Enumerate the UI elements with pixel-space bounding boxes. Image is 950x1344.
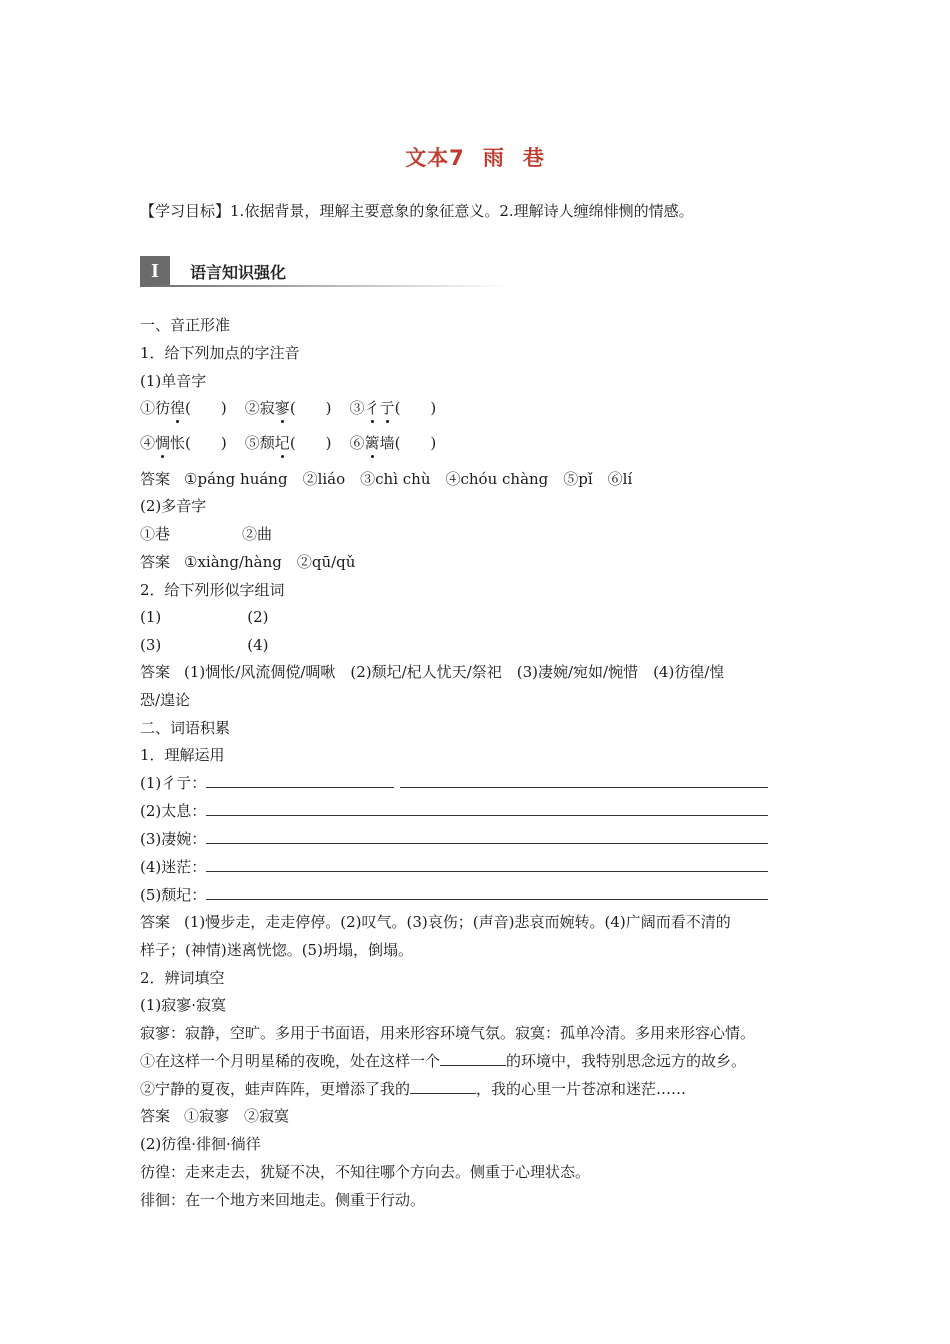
answer-vocab <box>140 912 731 932</box>
vocab-item: (5)颓圮： <box>140 885 768 905</box>
answer-text: ①寂寥 ②寂寞 <box>184 1107 290 1125</box>
part1-sub-single: (1)单音字 <box>140 372 207 390</box>
fill-sentence-1: ①在这样一个月明星稀的夜晚，处在这样一个 的环境中，我特别思念远方的故乡。 <box>140 1052 747 1070</box>
fill-blank[interactable] <box>410 1079 476 1094</box>
poly-item: ②曲 <box>242 525 273 543</box>
answer-text: ①xiàng/hàng ②qū/qǔ <box>184 553 356 571</box>
vocab-item: (2)太息： <box>140 801 768 821</box>
title-word-1: 雨 <box>482 146 505 170</box>
answer-fill <box>140 1106 289 1126</box>
answer-label: 答案 <box>140 663 171 681</box>
fill-sentence-2: ②宁静的夏夜，蛙声阵阵，更增添了我的 ，我的心里一片苍凉和迷茫…… <box>140 1080 687 1098</box>
distinguish-explain-1: 寂寥：寂静，空旷。多用于书面语，用来形容环境气氛。寂寞：孤单冷清。多用来形容心情。 <box>140 1024 756 1042</box>
part1-heading: 一、音正形准 <box>140 316 231 334</box>
section-rule <box>140 285 510 287</box>
answer-text: (1)惆怅/风流倜傥/啁啾 (2)颓圮/杞人忧天/祭祀 (3)凄婉/宛如/惋惜 (4)彷徨/惶 <box>184 663 725 681</box>
distinguish-explain-2: 彷徨：走来走去，犹疑不决，不知往哪个方向去。侧重于心理状态。 <box>140 1163 591 1181</box>
answer-label: 答案 <box>140 553 171 571</box>
page-title <box>0 142 950 172</box>
pinyin-char: 亍 <box>379 399 395 417</box>
pinyin-item: ③彳亍( ) <box>349 399 437 417</box>
learning-goals <box>140 201 694 221</box>
answer-similar-cont: 恐/遑论 <box>140 691 191 709</box>
answer-poly <box>140 552 355 572</box>
similar-row-1 <box>140 607 269 627</box>
part2-heading: 二、词语积累 <box>140 719 231 737</box>
vocab-item: (1)彳亍： <box>140 773 768 793</box>
pinyin-item: ⑤颓圮( ) <box>244 434 332 452</box>
pinyin-char: 颓 <box>259 434 275 452</box>
title-word-2: 巷 <box>522 146 545 170</box>
pinyin-char: 寂 <box>259 399 275 417</box>
vocab-item: (4)迷茫： <box>140 857 768 877</box>
pinyin-item: ④惆怅( ) <box>140 434 227 452</box>
answer-label: 答案 <box>140 1107 171 1125</box>
poly-item: ①巷 <box>140 525 171 543</box>
answer-label: 答案 <box>140 470 171 488</box>
part2-question-2: 2．辨词填空 <box>140 969 225 987</box>
part1-question-2: 2．给下列形似字组词 <box>140 581 285 599</box>
pinyin-char: 徨 <box>170 399 186 417</box>
pinyin-char: 寥 <box>274 399 290 417</box>
pinyin-item: ⑥篱墙( ) <box>349 434 437 452</box>
part1-question-1: 1．给下列加点的字注音 <box>140 344 300 362</box>
distinguish-sub-1: (1)寂寥·寂寞 <box>140 996 227 1014</box>
pinyin-char: 篱 <box>364 434 380 452</box>
section-header <box>140 256 520 288</box>
similar-item: (3) <box>140 636 162 654</box>
answer-text: (1)慢步走，走走停停。(2)叹气。(3)哀伤；(声音)悲哀而婉转。(4)广阔而看不清的 <box>184 913 731 931</box>
pinyin-char: 彷 <box>155 399 171 417</box>
part2-question-1: 1．理解运用 <box>140 746 225 764</box>
answer-pinyin <box>140 469 632 489</box>
pinyin-char: 彳 <box>364 399 380 417</box>
pinyin-char: 墙 <box>379 434 395 452</box>
section-title: 语言知识强化 <box>190 263 287 282</box>
part1-sub-poly: (2)多音字 <box>140 497 207 515</box>
pinyin-item: ②寂寥( ) <box>244 399 332 417</box>
poly-row <box>140 524 272 544</box>
pinyin-char: 惆 <box>155 434 171 452</box>
vocab-item: (3)凄婉： <box>140 829 768 849</box>
pinyin-char: 怅 <box>170 434 186 452</box>
similar-row-2 <box>140 635 269 655</box>
similar-item: (4) <box>247 636 269 654</box>
section-numeral: I <box>140 256 170 286</box>
pinyin-row-2 <box>140 433 436 453</box>
answer-label: 答案 <box>140 913 171 931</box>
pinyin-row-1 <box>140 398 436 418</box>
pinyin-item: ①彷徨( ) <box>140 399 227 417</box>
goals-text: 1.依据背景，理解主要意象的象征意义。2.理解诗人缠绵悱恻的情感。 <box>230 202 694 220</box>
answer-text: ①páng huáng ②liáo ③chì chù ④chóu chàng ⑤pǐ ⑥lí <box>184 470 633 488</box>
answer-similar <box>140 662 724 682</box>
distinguish-sub-2: (2)彷徨·徘徊·徜徉 <box>140 1135 261 1153</box>
pinyin-char: 圮 <box>274 434 290 452</box>
fill-blank[interactable] <box>440 1051 506 1066</box>
similar-item: (1) <box>140 608 162 626</box>
distinguish-explain-3: 徘徊：在一个地方来回地走。侧重于行动。 <box>140 1191 426 1209</box>
goals-label: 【学习目标】 <box>140 202 231 220</box>
similar-item: (2) <box>247 608 269 626</box>
answer-vocab-cont: 样子；(神情)迷离恍惚。(5)坍塌，倒塌。 <box>140 941 413 959</box>
title-main: 文本7 <box>405 146 465 170</box>
